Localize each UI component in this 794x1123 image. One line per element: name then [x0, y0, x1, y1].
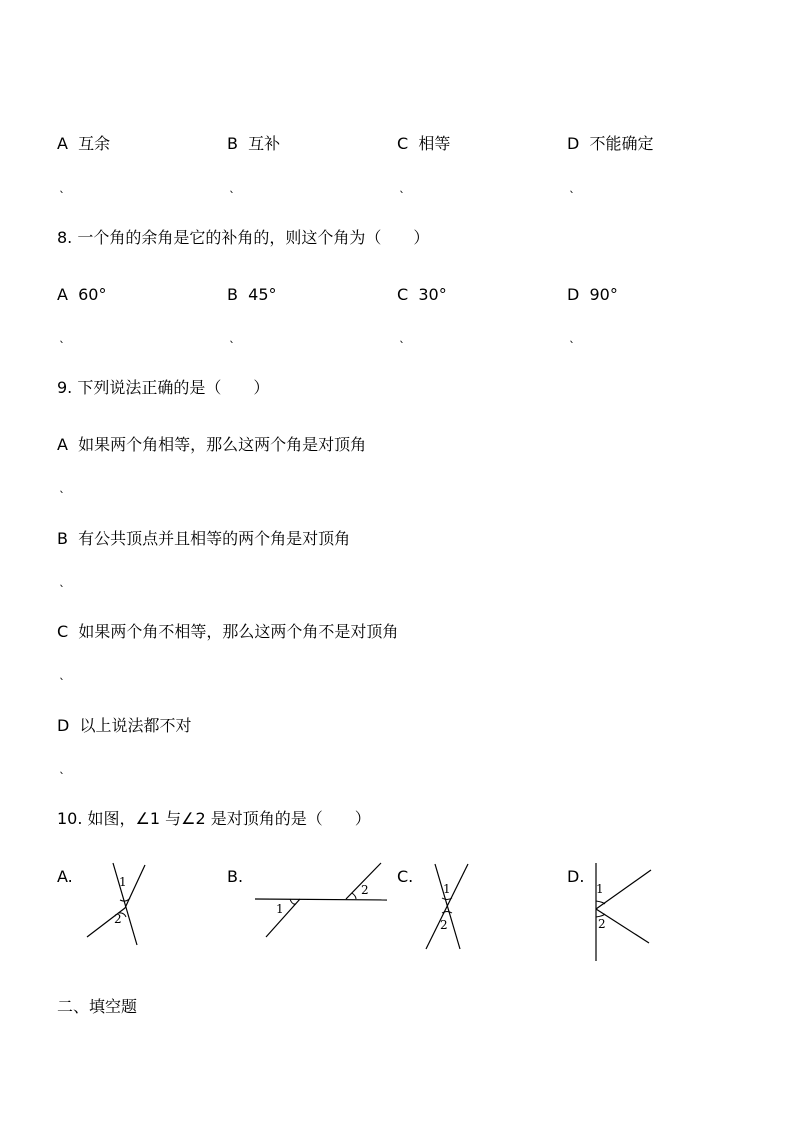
dot-mark: ˎ	[59, 179, 65, 193]
q8-option-d: D 90°	[567, 285, 618, 304]
q9-option-b: B 有公共顶点并且相等的两个角是对顶角	[57, 529, 351, 548]
q7-option-c: C 相等	[397, 134, 451, 153]
dot-mark: ˎ	[59, 573, 65, 587]
q7-option-a: A 互余	[57, 134, 111, 153]
dot-mark: ˎ	[399, 179, 405, 193]
q10-figure-b-label: B.	[227, 867, 244, 886]
figure-d-angle-2-label: 2	[598, 917, 606, 931]
q8-option-c: C 30°	[397, 285, 447, 304]
dot-mark: ˎ	[59, 479, 65, 493]
q10-stem: 10. 如图，∠1 与∠2 是对顶角的是（ ）	[57, 809, 371, 828]
q9-stem: 9. 下列说法正确的是（ ）	[57, 378, 270, 397]
q8-stem: 8. 一个角的余角是它的补角的，则这个角为（ ）	[57, 228, 430, 247]
dot-mark: ˎ	[569, 179, 575, 193]
dot-mark: ˎ	[59, 329, 65, 343]
figure-d-angle-1-label: 1	[596, 882, 604, 896]
dot-mark: ˎ	[229, 179, 235, 193]
figure-a-angle-2-label: 2	[114, 912, 122, 926]
figure-b-angle-1-label: 1	[276, 902, 284, 916]
figure-d-angle-arc-1	[596, 901, 605, 904]
dot-mark: ˎ	[59, 666, 65, 680]
q8-option-b: B 45°	[227, 285, 277, 304]
q9-option-d: D 以上说法都不对	[57, 716, 192, 735]
q9-option-a: A 如果两个角相等，那么这两个角是对顶角	[57, 435, 367, 454]
q8-option-a: A 60°	[57, 285, 107, 304]
dot-mark: ˎ	[399, 329, 405, 343]
dot-mark: ˎ	[59, 760, 65, 774]
q9-option-c: C 如果两个角不相等，那么这两个角不是对顶角	[57, 622, 399, 641]
figure-c-angle-2-label: 2	[440, 918, 448, 932]
q10-figure-c-label: C.	[397, 867, 414, 886]
section-title: 二、填空题	[57, 997, 138, 1016]
q10-figure-a-label: A.	[57, 867, 73, 886]
q10-figure-d-label: D.	[567, 867, 585, 886]
q7-option-d: D 不能确定	[567, 134, 654, 153]
dot-mark: ˎ	[229, 329, 235, 343]
dot-mark: ˎ	[569, 329, 575, 343]
q7-option-b: B 互补	[227, 134, 281, 153]
figure-a-angle-1-label: 1	[119, 875, 127, 889]
figure-b-angle-2-label: 2	[361, 883, 369, 897]
figure-c-angle-1-label: 1	[443, 882, 451, 896]
